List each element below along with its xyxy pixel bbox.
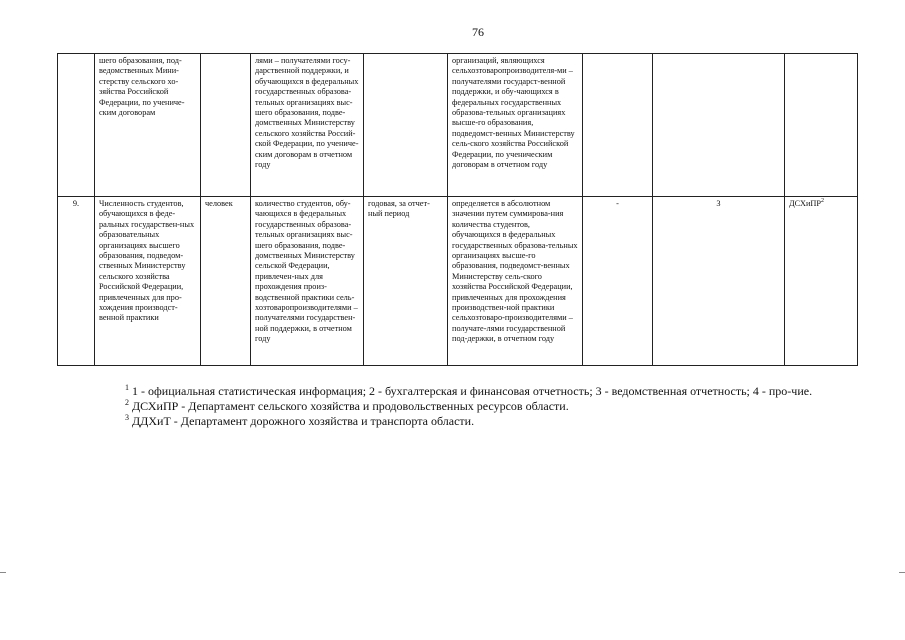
scan-edge-mark [0, 572, 6, 573]
footnote-ref: 2 [821, 198, 825, 205]
footnote-2 [125, 399, 860, 414]
unit-cell: человек [201, 197, 251, 366]
table-row [58, 54, 858, 197]
definition-cell: количество студентов, обу-чающихся в федеральных государственных образова-тельных организациях выс-шего образования, подве-домственных Министерству сельской Федерации, привлечен-ных для прохождения произ-водственной практики сель-хозтоваропроизводителями – получателями государствен-ной поддержки, в отчетном году [251, 197, 364, 366]
responsible-text: ДСХиПР [789, 199, 822, 208]
indicator-name-cell: шего образования, под-ведомственных Мини-стерству сельского хо-зяйства Российской Федерации, по учениче-ским договорам [95, 54, 201, 197]
responsible-cell [785, 197, 858, 366]
indicator-name-cell: Численность студентов, обучающихся в феде-ральных государствен-ных образовательных организациях высшего образования, подведом-ственных Министерству сельского хозяйства Российской Федерации, привлеченных для про-хождения производст-венной практики [95, 197, 201, 366]
footnote-mark: 2 [125, 398, 129, 407]
basic-indicator-cell: - [583, 197, 653, 366]
indicators-table [57, 53, 858, 366]
footnote-text: ДСХиПР - Департамент сельского хозяйства и продовольственных ресурсов области. [132, 399, 569, 413]
source-cell [653, 54, 785, 197]
row-number-cell: 9. [58, 197, 95, 366]
footnote-3 [125, 414, 860, 429]
scan-edge-mark [899, 572, 905, 573]
table-row [58, 197, 858, 366]
footnote-1 [125, 384, 860, 399]
unit-cell [201, 54, 251, 197]
method-cell: организаций, являющихся сельхозтоваропроизводителя-ми – получателями государст-венной поддержки, и обу-чающихся в федеральных государственных образова-тельных организациях высше-го образования, подведомст-венных Министерству сель-ского хозяйства Российской Федерации, по ученическим договорам в отчетном году [448, 54, 583, 197]
periodicity-cell: годовая, за отчет-ный период [364, 197, 448, 366]
definition-cell: лями – получателями госу-дарственной поддержки, и обучающихся в федеральных государственных образова-тельных организациях выс-шего образования, подве-домственных Министерству сельского хозяйства Россий-ской Федерации, по учениче-ским договорам в отчетном году [251, 54, 364, 197]
periodicity-cell [364, 54, 448, 197]
basic-indicator-cell [583, 54, 653, 197]
responsible-cell [785, 54, 858, 197]
footnotes [125, 384, 860, 429]
row-number-cell [58, 54, 95, 197]
source-cell: 3 [653, 197, 785, 366]
footnote-mark: 1 [125, 383, 129, 392]
footnote-mark: 3 [125, 413, 129, 422]
footnote-text: 1 - официальная статистическая информация; 2 - бухгалтерская и финансовая отчетность; 3 - ведомственная отчетность; 4 - про-чие. [132, 384, 813, 398]
method-cell: определяется в абсолютном значении путем суммирова-ния количества студентов, обучающихся в федеральных государственных образова-тельных организациях высше-го образования, подведомст-венных Министерству сель-ского хозяйства Российской Федерации, привлеченных для прохождения производствен-ной практики сельхозтоваро-производителями – получате-лями государственной под-держки, в отчетном году [448, 197, 583, 366]
page-number: 76 [472, 25, 484, 39]
footnote-text: ДДХиТ - Департамент дорожного хозяйства и транспорта области. [132, 414, 475, 428]
